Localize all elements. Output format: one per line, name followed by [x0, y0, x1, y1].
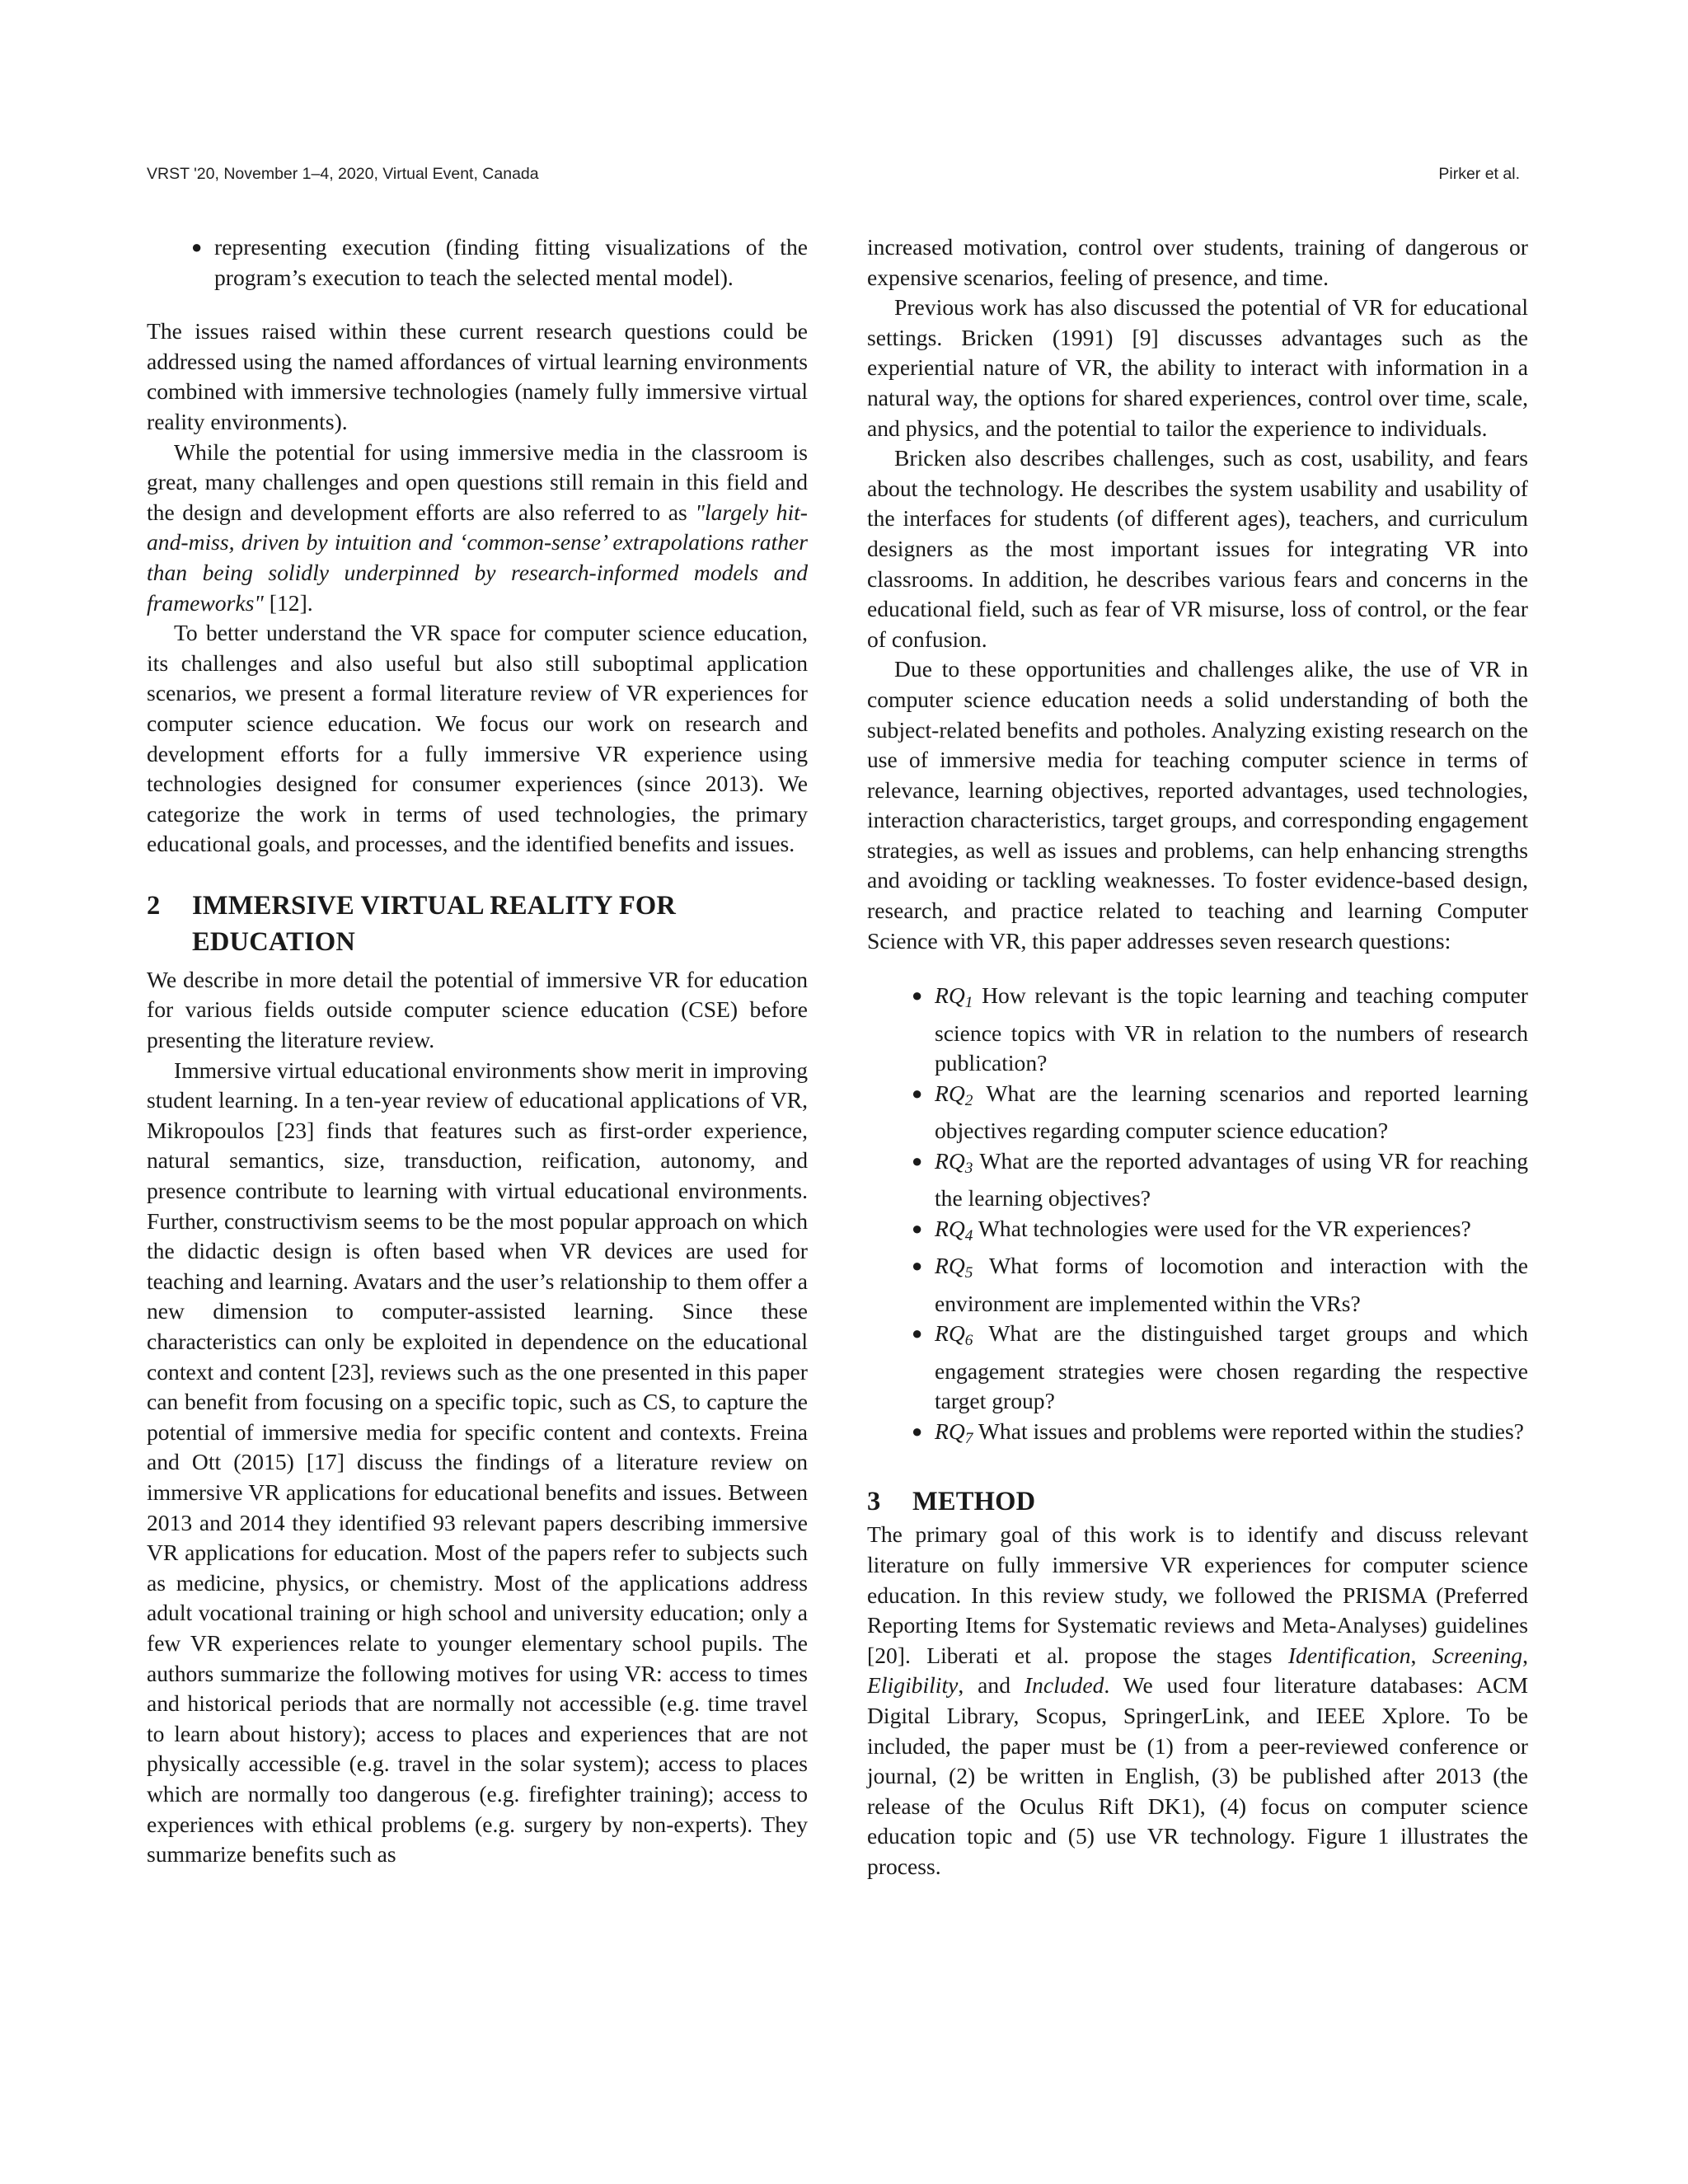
- section-number: 2: [147, 890, 161, 921]
- rq-label: $RQ_5$: [935, 1253, 973, 1282]
- paragraph-text: The primary goal of this work is to identify and discuss relevant literature on fully immersive VR experiences for computer science education. In this review study, we followed the PRISMA (Preferred Reporting Items for Systematic reviews and Meta-Analyses) guidelines [20]. Liberati et al. propose the stages: [867, 1521, 1528, 1668]
- rq-label: $RQ_4$: [935, 1215, 973, 1244]
- research-question-item: [867, 1079, 1528, 1146]
- stage-identification: Identification: [1287, 1642, 1411, 1668]
- research-question-item: [867, 981, 1528, 1079]
- stage-included: Included: [1024, 1672, 1104, 1699]
- rq-text: What are the learning scenarios and reported learning objectives regarding computer science education?: [935, 1080, 1528, 1144]
- section-3-heading: [867, 1483, 1528, 1520]
- rq-label: $RQ_2$: [935, 1080, 973, 1109]
- separator: ,: [1410, 1642, 1432, 1668]
- bullet-icon: ●: [191, 237, 203, 257]
- research-question-item: [867, 1417, 1528, 1454]
- paragraph-text: While the potential for using immersive media in the classroom is great, many challenges and open questions still remain in this field and the design and development efforts are also referred to as: [147, 438, 808, 525]
- rq-text: What are the distinguished target groups and which engagement strategies were chosen regarding the respective target group?: [935, 1320, 1528, 1414]
- paragraph-bricken: Bricken also describes challenges, such as cost, usability, and fears about the technology. He describes the system usability and usability of the interfaces for students (of different ages), teachers, and curriculum designers as the most important issues for integrating VR into classrooms. In addition, he describes various fears and concerns in the educational field, such as fear of VR misurse, loss of control, or the fear of confusion.: [867, 445, 1528, 652]
- research-question-item: [867, 1251, 1528, 1319]
- paragraph-describe: We describe in more detail the potential of immersive VR for education for various fields outside computer science education (CSE) before presenting the literature review.: [147, 966, 808, 1053]
- section-title: METHOD: [912, 1487, 1036, 1517]
- paragraph-due: Due to these opportunities and challenges alike, the use of VR in computer science education needs a solid understanding of both the subject-related benefits and potholes. Analyzing existing research on the use of immersive media for teaching computer science in terms of relevance, learning objectives, reported advantages, used technologies, interaction characteristics, target groups, and corresponding engagement strategies, as well as issues and problems, can help enhancing strengths and avoiding or tackling weaknesses. To foster evidence-based design, research, and practice related to teaching and learning Computer Science with VR, this paper addresses seven research questions:: [867, 656, 1528, 954]
- bullet-icon: ●: [912, 1323, 923, 1344]
- separator: , and: [958, 1672, 1025, 1699]
- research-question-item: [867, 1146, 1528, 1214]
- stage-screening: Screening: [1432, 1642, 1523, 1668]
- list-item: [147, 232, 808, 293]
- bullet-icon: ●: [912, 1082, 923, 1104]
- section-title: IMMERSIVE VIRTUAL REALITY FOR EDUCATION: [192, 890, 677, 957]
- bullet-icon: ●: [912, 1150, 923, 1171]
- bullet-icon: ●: [912, 1420, 923, 1441]
- italic-quote: "largely hit-and-miss, driven by intuition and ‘common-sense’ extrapolations rather than being solidly underpinned by research-informed models and frameworks": [147, 499, 808, 616]
- paragraph-method: [867, 1520, 1528, 1882]
- paragraph-text: . We used four literature databases: ACM Digital Library, Scopus, SpringerLink, and IEEE Xplore. To be included, the paper must be (1) from a peer-reviewed conference or journal, (2) be written in English, (3) be published after 2013 (the release of the Oculus Rift DK1), (4) focus on computer science education topic and (5) use VR technology. Figure 1 illustrates the process.: [867, 1672, 1528, 1879]
- separator: ,: [1522, 1642, 1528, 1668]
- rq-label: $RQ_6$: [935, 1320, 973, 1350]
- paragraph-issues: The issues raised within these current research questions could be addressed using the named affordances of virtual learning environments combined with immersive technologies (namely fully immersive virtual reality environments).: [147, 318, 808, 434]
- rq-text: How relevant is the topic learning and teaching computer science topics with VR in relation to the numbers of research publication?: [935, 982, 1529, 1076]
- header-venue: VRST '20, November 1–4, 2020, Virtual Event, Canada: [147, 165, 539, 183]
- section-number: 3: [867, 1487, 881, 1517]
- right-column: [867, 232, 1528, 1882]
- bullet-icon: ●: [912, 1217, 923, 1239]
- bullet-text: representing execution (finding fitting visualizations of the program’s execution to teach the selected mental model).: [214, 234, 808, 290]
- paragraph-understand: To better understand the VR space for computer science education, its challenges and also useful but also still suboptimal application scenarios, we present a formal literature review of VR experiences for computer science education. We focus our work on research and development efforts for a fully immersive VR experience using technologies designed for consumer experiences (since 2013). We categorize the work in terms of used technologies, the primary educational goals, and processes, and the identified benefits and issues.: [147, 620, 808, 857]
- research-questions-list: [867, 981, 1528, 1454]
- rq-label: $RQ_3$: [935, 1147, 973, 1177]
- bullet-icon: ●: [912, 1255, 923, 1277]
- paragraph-immersive: Immersive virtual educational environments show merit in improving student learning. In a ten-year review of educational applications of VR, Mikropoulos [23] finds that features such as first-order experience, natural semantics, size, transduction, reification, autonomy, and presence contribute to learning with virtual educational environments. Further, constructivism seems to be the most popular approach on which the didactic design is often based when VR devices are used for teaching and learning. Avatars and the user’s relationship to them offer a new dimension to computer-assisted learning. Since these characteristics can only be exploited in dependence on the educational context and content [23], reviews such as the one presented in this paper can benefit from focusing on a specific topic, such as CS, to capture the potential of immersive media for specific content and contexts. Freina and Ott (2015) [17] discuss the findings of a literature review on immersive VR applications for educational benefits and issues. Between 2013 and 2014 they identified 93 relevant papers describing immersive VR applications for education. Most of the papers refer to subjects such as medicine, physics, or chemistry. Most of the applications address adult vocational training or high school and university education; only a few VR experiences relate to younger elementary school pupils. The authors summarize the following motives for using VR: access to times and historical periods that are normally not accessible (e.g. time travel to learn about history); access to places and experiences that are not physically accessible (e.g. travel in the solar system); access to places which are normally too dangerous (e.g. firefighter training); access to experiences with ethical problems (e.g. surgery by non-experts). They summarize benefits such as: [147, 1057, 808, 1868]
- left-column: [147, 232, 808, 1870]
- rq-text: What issues and problems were reported within the studies?: [978, 1418, 1524, 1444]
- paragraph-previous-work: Previous work has also discussed the potential of VR for educational settings. Bricken (1991) [9] discusses advantages such as the experiential nature of VR, the ability to interact with information in a natural way, the options for shared experiences, control over time, scale, and physics, and the potential to tailor the experience to individuals.: [867, 294, 1528, 441]
- rq-text: What forms of locomotion and interaction with the environment are implemented within the VRs?: [935, 1253, 1529, 1316]
- paragraph-continued: increased motivation, control over students, training of dangerous or expensive scenarios, feeling of presence, and time.: [867, 234, 1528, 290]
- running-header: [147, 165, 1520, 191]
- bullet-icon: ●: [912, 985, 923, 1006]
- rq-text: What technologies were used for the VR experiences?: [978, 1215, 1471, 1241]
- rq-text: What are the reported advantages of using VR for reaching the learning objectives?: [935, 1147, 1528, 1212]
- section-2-heading: [147, 888, 808, 960]
- rq-label: $RQ_1$: [935, 982, 973, 1012]
- execution-bullet-list: [147, 232, 808, 293]
- rq-label: $RQ_7$: [935, 1418, 973, 1447]
- citation: [12].: [269, 589, 313, 616]
- research-question-item: [867, 1319, 1528, 1417]
- research-question-item: [867, 1214, 1528, 1251]
- paragraph-potential: [147, 438, 808, 619]
- header-authors: Pirker et al.: [1438, 165, 1520, 183]
- stage-eligibility: Eligibility: [867, 1672, 959, 1699]
